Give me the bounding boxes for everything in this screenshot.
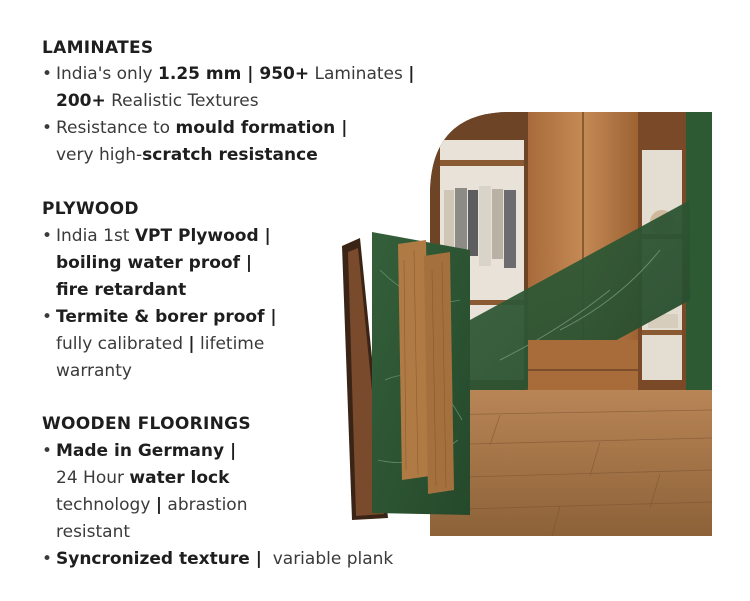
plywood-feature-1-cont-a: boiling water proof |	[56, 253, 253, 273]
floorings-feature-2: • Syncronized texture | variable plank	[42, 549, 394, 569]
floorings-feature-1-cont-a: 24 Hour water lock	[56, 468, 230, 488]
plywood-feature-2-cont-a: fully calibrated | lifetime	[56, 334, 265, 354]
wooden-floorings-heading: WOODEN FLOORINGS	[42, 414, 251, 434]
plywood-feature-2-cont-b: warranty	[56, 361, 132, 381]
plywood-feature-1: • India 1st VPT Plywood |	[42, 226, 271, 246]
bullet-icon: •	[42, 226, 53, 246]
plywood-feature-2: • Termite & borer proof |	[42, 307, 277, 327]
plywood-feature-1-cont-b: fire retardant	[56, 280, 187, 300]
bullet-icon: •	[42, 441, 53, 461]
floor-plank-sample	[398, 240, 454, 494]
floorings-feature-1: • Made in Germany |	[42, 441, 237, 461]
bullet-icon: •	[42, 118, 53, 138]
laminates-feature-1-cont: 200+ Realistic Textures	[56, 91, 259, 111]
floorings-feature-1-cont-c: resistant	[56, 522, 131, 542]
laminates-feature-2-cont: very high-scratch resistance	[56, 145, 318, 165]
floorings-feature-1-cont-b: technology | abrastion	[56, 495, 248, 515]
laminates-feature-2: • Resistance to mould formation |	[42, 118, 348, 138]
laminates-feature-1: • India's only 1.25 mm | 950+ Laminates |	[42, 64, 415, 84]
bullet-icon: •	[42, 549, 53, 569]
bullet-icon: •	[42, 64, 53, 84]
wardrobe-room-image	[430, 112, 712, 536]
bullet-icon: •	[42, 307, 53, 327]
laminates-heading: LAMINATES	[42, 38, 154, 58]
plywood-heading: PLYWOOD	[42, 199, 139, 219]
